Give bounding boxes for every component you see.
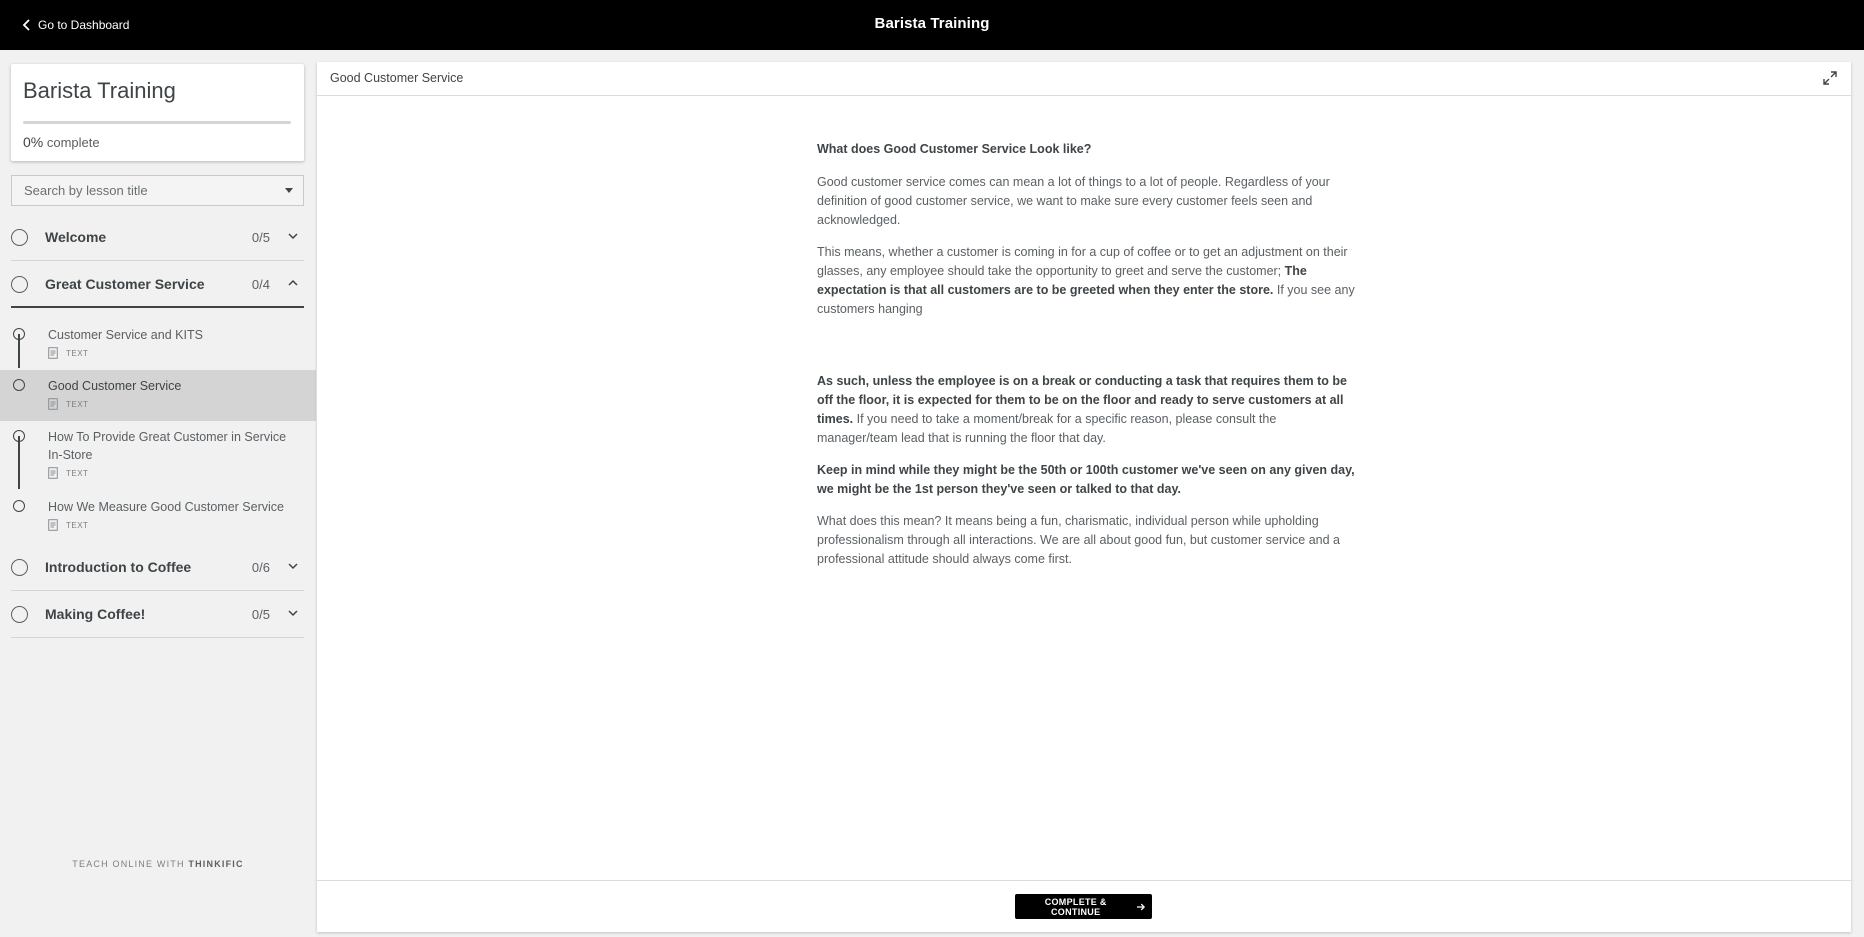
chapter-status-icon bbox=[11, 606, 28, 623]
chevron-down-icon bbox=[287, 607, 299, 619]
lesson-status-icon bbox=[13, 379, 25, 391]
footer-brand: THINKIFIC bbox=[188, 859, 244, 869]
lesson-type-label: TEXT bbox=[66, 348, 89, 358]
content-bold-text: Keep in mind while they might be the 50th or 100th customer we've seen on any given day, we might be the 1st person they've seen or talked to that day. bbox=[817, 463, 1355, 496]
lesson-title: Customer Service and KITS bbox=[48, 328, 203, 342]
lesson-panel bbox=[317, 62, 1851, 932]
expand-icon[interactable] bbox=[1822, 70, 1838, 86]
lesson-type-label: TEXT bbox=[66, 399, 89, 409]
chapter-status-icon bbox=[11, 559, 28, 576]
chapter-count: 0/6 bbox=[251, 560, 270, 575]
content-paragraph bbox=[817, 461, 1357, 499]
content-text: If you need to take a moment/break for a specific reason, please consult the manager/team lead that is running the floor that day. bbox=[817, 412, 1277, 445]
complete-continue-label: COMPLETE & CONTINUE bbox=[1044, 896, 1107, 917]
chapter-introduction-to-coffee[interactable] bbox=[11, 545, 304, 591]
chevron-down-icon bbox=[287, 230, 299, 242]
content-text: This means, whether a customer is coming in for a cup of coffee or to get an adjustment on their glasses, any employee should take the opportunity to greet and serve the customer; bbox=[817, 245, 1348, 278]
lesson-title: How To Provide Great Customer in Service In-Store bbox=[48, 430, 287, 462]
document-icon bbox=[48, 467, 58, 479]
content-paragraph: What does this mean? It means being a fun, charismatic, individual person while upholding professionalism through all interactions. We are all about good fun, but customer service and a professional attitude should always come first. bbox=[817, 514, 1340, 566]
course-progress-card bbox=[11, 64, 304, 161]
chapter-name: Making Coffee! bbox=[45, 606, 146, 622]
lesson-header bbox=[317, 62, 1851, 96]
content-bold-text: The expectation is that all customers are to be greeted when they enter the store. bbox=[817, 264, 1307, 297]
content-paragraph bbox=[817, 243, 1357, 319]
lesson-type bbox=[48, 467, 88, 479]
lesson-type-label: TEXT bbox=[66, 468, 89, 478]
arrow-right-icon bbox=[1136, 902, 1146, 912]
chapter-name: Welcome bbox=[45, 229, 107, 245]
lesson-status-icon bbox=[13, 328, 25, 340]
sidebar bbox=[0, 50, 316, 937]
lesson-status-icon bbox=[13, 500, 25, 512]
complete-continue-button[interactable] bbox=[1015, 894, 1152, 919]
thinkific-footer-link[interactable] bbox=[0, 859, 316, 869]
lesson-item[interactable] bbox=[0, 421, 316, 491]
lesson-heading: Good Customer Service bbox=[330, 71, 464, 85]
lesson-type bbox=[48, 398, 88, 410]
document-icon bbox=[48, 398, 58, 410]
lesson-item-active[interactable] bbox=[0, 370, 316, 421]
content-bold-text: As such, unless the employee is on a break or conducting a task that requires them to be off the floor, it is expected for them to be on the floor and ready to serve customers at all times. bbox=[817, 374, 1347, 426]
progress-percent: 0% bbox=[23, 134, 44, 150]
progress-text bbox=[23, 134, 100, 150]
content-text: If you see any customers hanging bbox=[817, 283, 1355, 316]
lesson-content bbox=[817, 140, 1357, 582]
document-icon bbox=[48, 519, 58, 531]
content-heading: What does Good Customer Service Look like? bbox=[817, 142, 1092, 156]
chapter-welcome[interactable] bbox=[11, 215, 304, 261]
lesson-footer bbox=[317, 880, 1851, 932]
lesson-search-dropdown[interactable] bbox=[11, 175, 304, 206]
content-paragraph bbox=[817, 372, 1357, 448]
chapter-making-coffee[interactable] bbox=[11, 592, 304, 638]
lesson-status-icon bbox=[13, 430, 25, 442]
lesson-type bbox=[48, 347, 88, 359]
lesson-item[interactable] bbox=[0, 319, 316, 370]
search-placeholder: Search by lesson title bbox=[24, 183, 148, 198]
lesson-title: How We Measure Good Customer Service bbox=[48, 500, 284, 514]
course-title-header: Barista Training bbox=[874, 15, 990, 32]
chapter-status-icon bbox=[11, 229, 28, 246]
lesson-type bbox=[48, 519, 88, 531]
chapter-count: 0/5 bbox=[251, 607, 270, 622]
chapter-count: 0/4 bbox=[251, 277, 270, 292]
content-spacer bbox=[817, 332, 1357, 372]
chapter-status-icon bbox=[11, 276, 28, 293]
lesson-item[interactable] bbox=[0, 491, 316, 542]
chapter-name: Great Customer Service bbox=[45, 276, 205, 292]
progress-bar bbox=[23, 121, 291, 124]
caret-down-icon bbox=[285, 188, 293, 193]
go-to-dashboard-label: Go to Dashboard bbox=[38, 18, 130, 32]
chevron-up-icon bbox=[287, 277, 299, 289]
chapter-name: Introduction to Coffee bbox=[45, 559, 192, 575]
top-bar bbox=[0, 0, 1864, 50]
course-title: Barista Training bbox=[23, 78, 176, 103]
content-paragraph: Good customer service comes can mean a lot of things to a lot of people. Regardless of your definition of good customer service, we want to make sure every customer feels seen and acknowledged. bbox=[817, 175, 1330, 227]
footer-prefix: TEACH ONLINE WITH bbox=[72, 859, 185, 869]
chevron-down-icon bbox=[287, 560, 299, 572]
chapter-count: 0/5 bbox=[251, 230, 270, 245]
document-icon bbox=[48, 347, 58, 359]
lesson-type-label: TEXT bbox=[66, 520, 89, 530]
chapter-great-customer-service[interactable] bbox=[11, 262, 304, 308]
lesson-title: Good Customer Service bbox=[48, 379, 182, 393]
progress-suffix: complete bbox=[46, 135, 100, 150]
